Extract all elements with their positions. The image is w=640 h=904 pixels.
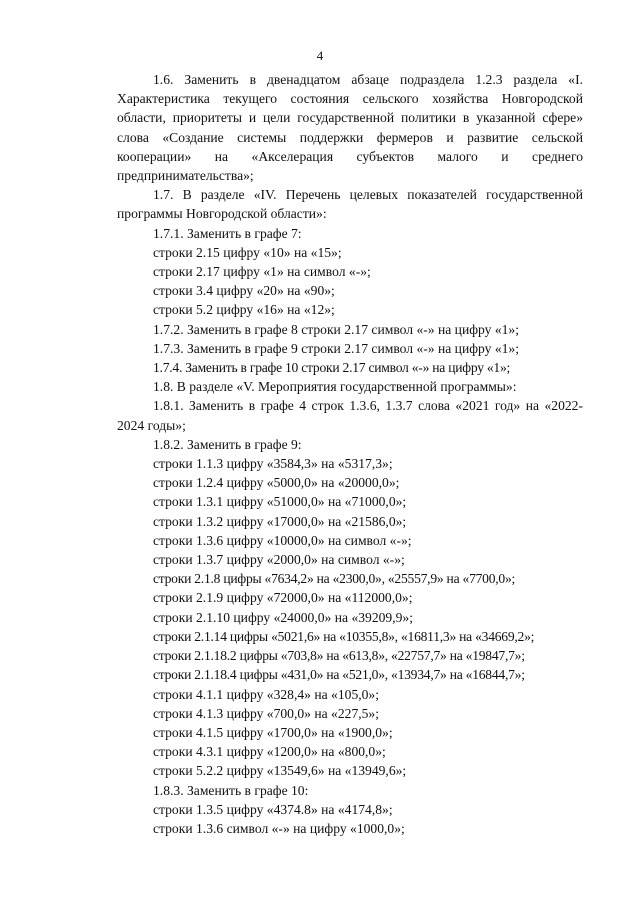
list-line: 1.7.4. Заменить в графе 10 строки 2.17 символ «-» на цифру «1»; (153, 360, 511, 376)
list-line: строки 4.3.1 цифру «1200,0» на «800,0»; (153, 744, 386, 760)
list-line: строки 2.1.10 цифру «24000,0» на «39209,9»; (153, 609, 413, 625)
list-line: строки 1.2.4 цифру «5000,0» на «20000,0»; (153, 475, 400, 491)
list-line: строки 1.3.6 цифру «10000,0» на символ «-»; (153, 532, 412, 548)
list-line: строки 4.1.3 цифру «700,0» на «227,5»; (153, 705, 380, 721)
list-line: строки 2.1.8 цифры «7634,2» на «2300,0», «25557,9» на «7700,0»; (153, 571, 516, 587)
list-line: 1.7.2. Заменить в графе 8 строки 2.17 символ «-» на цифру «1»; (153, 321, 520, 337)
list-line: строки 1.3.6 символ «-» на цифру «1000,0»; (153, 820, 405, 836)
list-line: строки 4.1.5 цифру «1700,0» на «1900,0»; (153, 724, 393, 740)
list-line: строки 2.1.18.4 цифры «431,0» на «521,0», «13934,7» на «16844,7»; (153, 667, 525, 683)
list-line: 1.7.1. Заменить в графе 7: (153, 225, 302, 241)
list-line: строки 1.3.1 цифру «51000,0» на «71000,0»; (153, 494, 407, 510)
list-line: 1.8.2. Заменить в графе 9: (153, 436, 302, 452)
list-line: 1.7.3. Заменить в графе 9 строки 2.17 символ «-» на цифру «1»; (153, 340, 520, 356)
list-line: строки 5.2 цифру «16» на «12»; (153, 302, 335, 318)
page-number: 4 (316, 48, 324, 63)
paragraph: 1.7. В разделе «IV. Перечень целевых показателей государственной программы Новгородской области»: (117, 187, 583, 222)
list-line: строки 1.1.3 цифру «3584,3» на «5317,3»; (153, 456, 393, 472)
list-line: строки 1.3.2 цифру «17000,0» на «21586,0»; (153, 513, 407, 529)
list-line: 1.8. В разделе «V. Мероприятия государственной программы»: (153, 379, 517, 395)
list-line: строки 2.1.9 цифру «72000,0» на «112000,0»; (153, 590, 413, 606)
list-line: строки 5.2.2 цифру «13549,6» на «13949,6»; (153, 763, 407, 779)
paragraph: 1.8.1. Заменить в графе 4 строк 1.3.6, 1.3.7 слова «2021 год» на «2022-2024 годы»; (117, 398, 583, 433)
list-line: строки 2.17 цифру «1» на символ «-»; (153, 264, 371, 280)
list-line: строки 2.1.14 цифры «5021,6» на «10355,8», «16811,3» на «34669,2»; (153, 628, 535, 644)
list-line: 1.8.3. Заменить в графе 10: (153, 782, 309, 798)
list-line: строки 2.15 цифру «10» на «15»; (153, 244, 342, 260)
document-body (117, 70, 583, 838)
list-line: строки 2.1.18.2 цифры «703,8» на «613,8», «22757,7» на «19847,7»; (153, 648, 525, 664)
list-line: строки 3.4 цифру «20» на «90»; (153, 283, 335, 299)
list-line: строки 1.3.5 цифру «4374.8» на «4174,8»; (153, 801, 393, 817)
list-line: строки 4.1.1 цифру «328,4» на «105,0»; (153, 686, 380, 702)
paragraph: 1.6. Заменить в двенадцатом абзаце подраздела 1.2.3 раздела «I. Характеристика текущего состояния сельского хозяйства Новгородской области, приоритеты и цели государственной политики в указанной сфере» слова «Создание системы поддержки фермеров и развитие сельской кооперации» на «Акселерация субъектов малого и среднего предпринимательства»; (117, 72, 583, 184)
list-line: строки 1.3.7 цифру «2000,0» на символ «-»; (153, 552, 405, 568)
